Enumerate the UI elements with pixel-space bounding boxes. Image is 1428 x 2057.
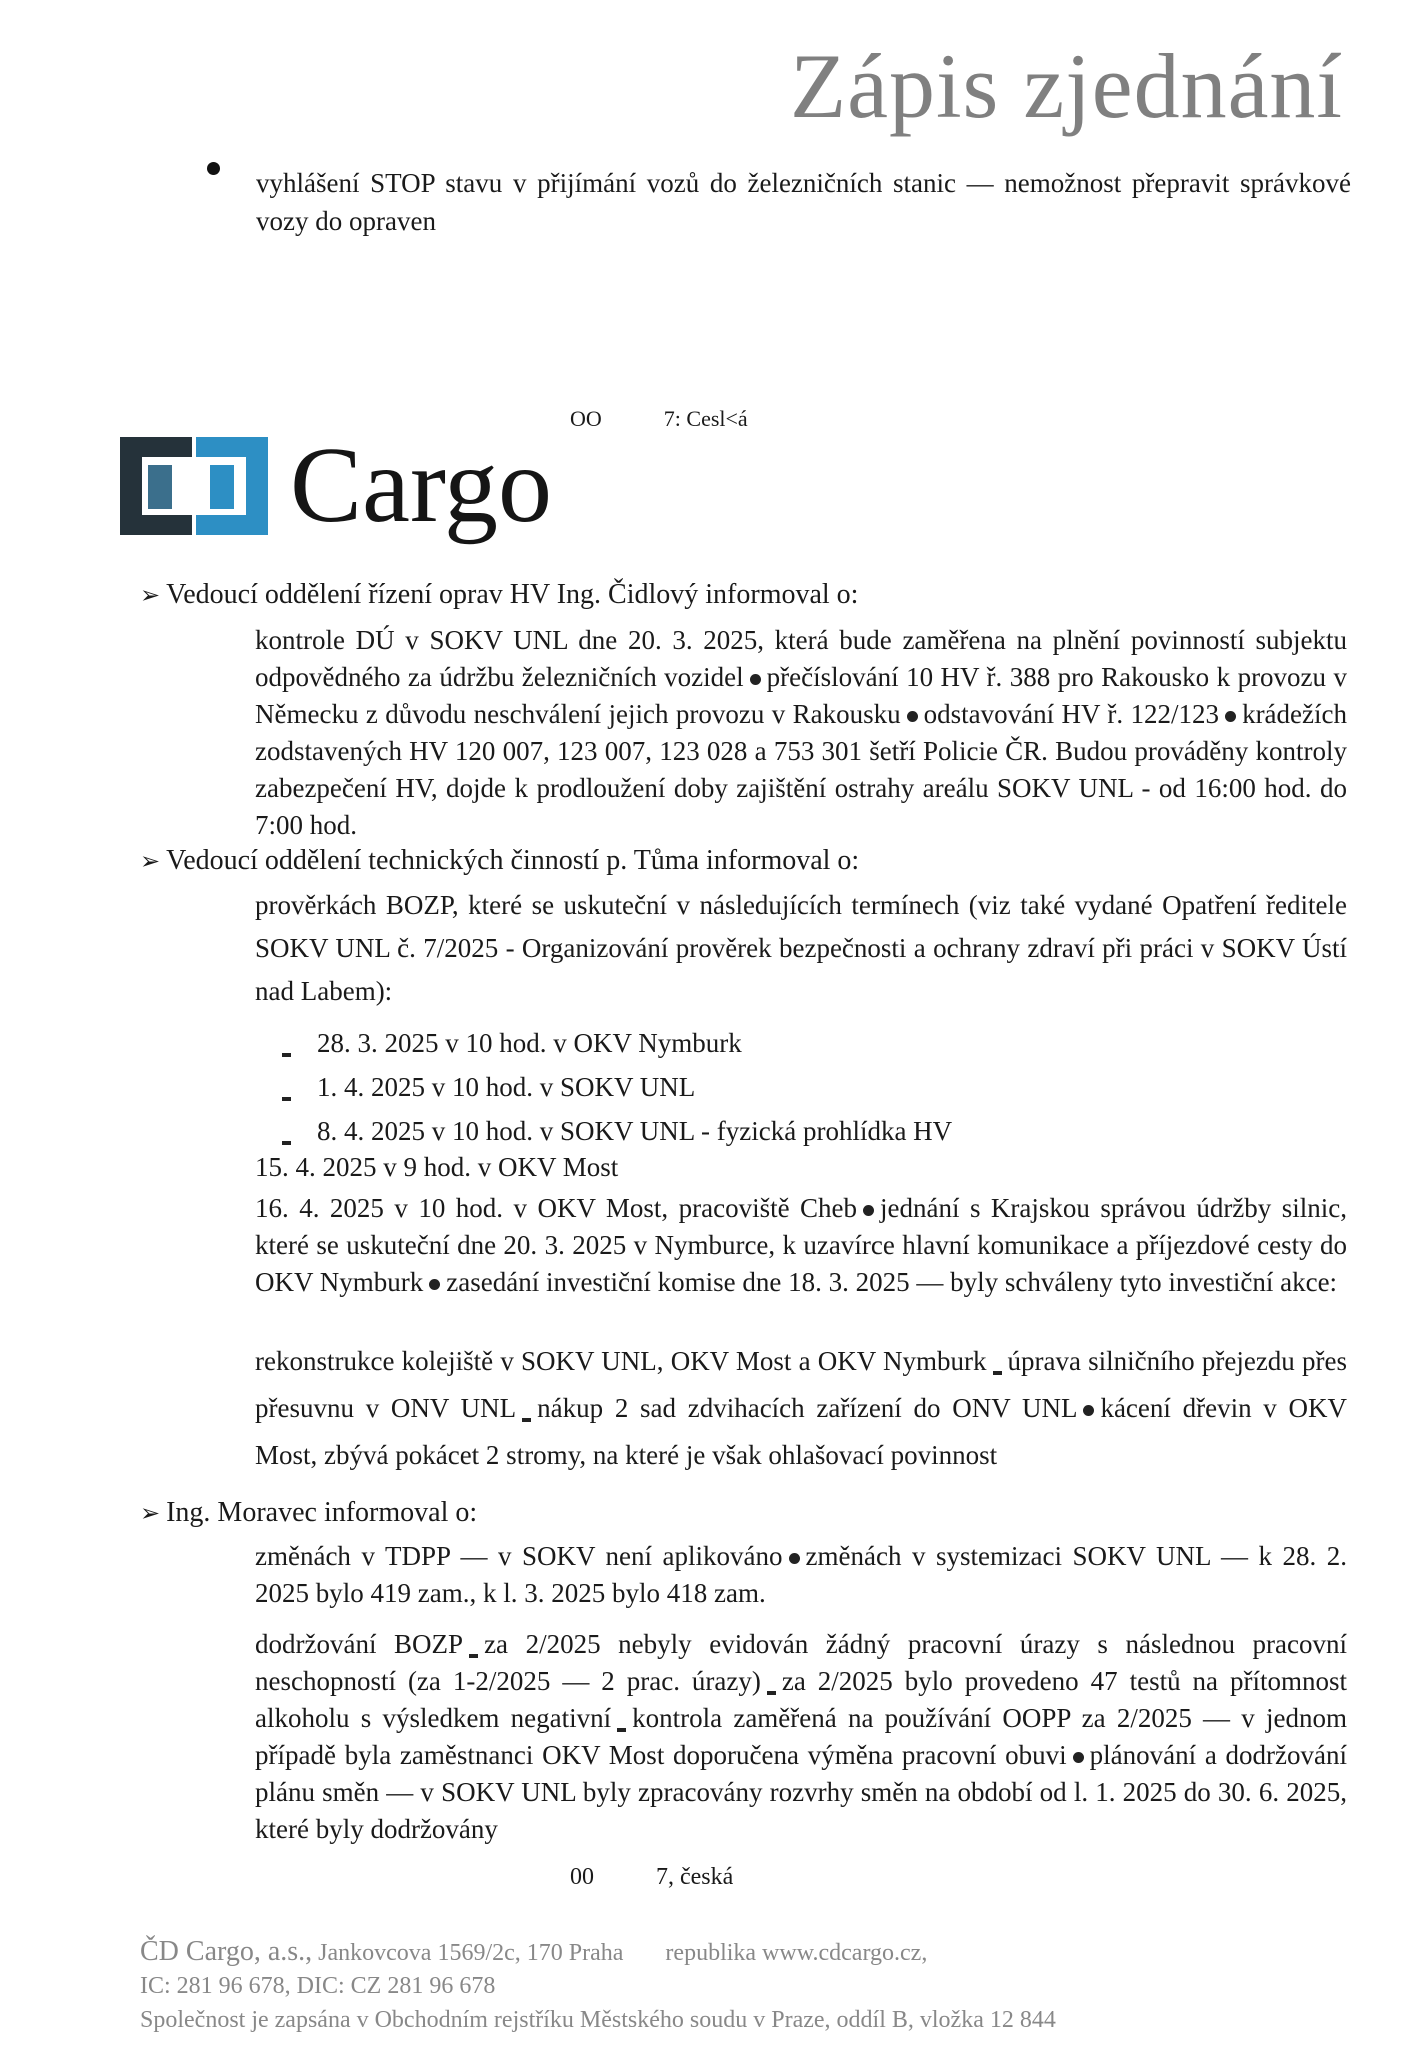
text-segment: úprava silničního přejezdu přes přesuvnu v ONV UNL — [255, 1346, 1347, 1423]
dash-bullet-icon — [767, 1691, 776, 1695]
footer-web: republika www.cdcargo.cz, — [665, 1940, 928, 1966]
text-segment: změnách v TDPP — v SOKV není aplikováno — [255, 1541, 783, 1571]
text-segment: zasedání investiční komise dne 18. 3. 2025 — byly schváleny tyto investiční akce: — [446, 1267, 1338, 1297]
dash-bullet-icon — [282, 1097, 291, 1101]
text-segment: krádežích zodstavených HV 120 007, 123 007, 123 028 a 753 301 šetří Policie ČR. Budou prováděny kontroly zabezpečení HV, dojde k prodloužení doby zajištění ostrahy areálu SOKV UNL - od 16:00 hod. do 7:00 hod. — [255, 699, 1347, 840]
section-heading-repairs — [140, 576, 858, 614]
date-text: 8. 4. 2025 v 10 hod. v SOKV UNL - fyzická prohlídka HV — [317, 1116, 953, 1146]
scan-mark-left: OO — [570, 406, 602, 431]
page-title: Zápis zjednání — [789, 35, 1343, 137]
arrow-bullet-icon: ➢ — [140, 847, 161, 875]
date-list-item — [282, 1112, 952, 1150]
text-segment: změnách v systemizaci SOKV UNL — k 28. 2. 2025 bylo 419 zam., k l. 3. 2025 bylo 418 zam. — [255, 1541, 1348, 1608]
section3-paragraph-1 — [255, 1538, 1347, 1612]
scan-mark-right: 7, česká — [656, 1864, 734, 1890]
text-segment: kontrole DÚ v SOKV UNL dne 20. 3. 2025, která bude zaměřena na plnění povinností subjektu odpovědného za údržbu železničních vozidel — [255, 625, 1347, 692]
text-segment: nákup 2 sad zdvihacích zařízení do ONV UNL — [537, 1393, 1078, 1423]
date-text: 1. 4. 2025 v 10 hod. v SOKV UNL — [317, 1072, 696, 1102]
text-segment: 16. 4. 2025 v 10 hod. v OKV Most, pracoviště Cheb — [255, 1193, 858, 1223]
section-heading-text: Vedoucí oddělení technických činností p. Tůma informoval o: — [166, 845, 860, 876]
investment-paragraph — [255, 1338, 1347, 1479]
text-segment: za 2/2025 nebyly evidován žádný pracovní úrazy s následnou pracovní neschopností (za 1-2/2025 — 2 prac. úrazy) — [255, 1629, 1347, 1696]
cd-logo-icon — [120, 437, 268, 535]
scan-mark-left: 00 — [570, 1864, 594, 1890]
date-list-item — [282, 1068, 695, 1106]
footer-registry: Společnost je zapsána v Obchodním rejstříku Městského soudu v Praze, oddíl B, vložka 12 844 — [140, 2007, 1056, 2033]
bullet-icon — [750, 674, 761, 685]
arrow-bullet-icon: ➢ — [140, 1499, 161, 1527]
dash-bullet-icon — [282, 1053, 291, 1057]
arrow-bullet-icon: ➢ — [140, 581, 161, 609]
scan-marks-top — [570, 406, 810, 432]
bullet-icon — [789, 1553, 800, 1564]
scan-mark-right: 7: Cesl<á — [663, 406, 748, 431]
section3-paragraph-2 — [255, 1626, 1347, 1848]
bullet-icon — [863, 1205, 874, 1216]
text-segment: kontrola zaměřená na používání OOPP za 2/2025 — v jednom případě byla zaměstnanci OKV Most doporučena výměna pracovní obuvi — [255, 1703, 1347, 1770]
footer-ids: IC: 281 96 678, DIC: CZ 281 96 678 — [140, 1973, 496, 1999]
footer-address: Jankovcova 1569/2c, 170 Praha — [318, 1940, 624, 1966]
text-segment: rekonstrukce kolejiště v SOKV UNL, OKV Most a OKV Nymburk — [255, 1346, 987, 1376]
text-segment: kácení dřevin v OKV Most, zbývá pokácet 2 stromy, na které je však ohlašovací povinnost — [255, 1393, 1348, 1470]
date-text: 28. 3. 2025 v 10 hod. v OKV Nymburk — [317, 1028, 742, 1058]
scan-marks-bottom — [570, 1864, 795, 1891]
text-segment: za 2/2025 bylo provedeno 47 testů na přítomnost alkoholu s výsledkem negativní — [255, 1666, 1347, 1733]
logo-wordmark: Cargo — [290, 426, 552, 545]
bullet-icon — [907, 711, 918, 722]
section-heading-moravec — [140, 1494, 477, 1532]
dash-bullet-icon — [993, 1371, 1002, 1375]
text-segment: odstavování HV ř. 122/123 — [923, 699, 1220, 729]
text-segment: jednání s Krajskou správou údržby silnic, které se uskuteční dne 20. 3. 2025 v Nymburce, k uzavírce hlavní komunikace a příjezdové cesty do OKV Nymburk — [255, 1193, 1347, 1297]
section2-paragraph — [255, 1190, 1347, 1301]
dash-bullet-icon — [469, 1654, 478, 1658]
section-heading-text: Ing. Moravec informoval o: — [166, 1497, 478, 1528]
section1-paragraph — [255, 622, 1347, 844]
top-bullet-text: vyhlášení STOP stavu v přijímání vozů do železničních stanic — nemožnost přepravit správkové vozy do opraven — [256, 168, 1351, 236]
bullet-icon — [1225, 711, 1236, 722]
date-list-item — [282, 1024, 742, 1062]
dash-bullet-icon — [617, 1728, 626, 1732]
section2-intro: prověrkách BOZP, které se uskuteční v následujících termínech (viz také vydané Opatření ředitele SOKV UNL č. 7/2025 - Organizování prověrek bezpečnosti a ochrany zdraví při práci v SOKV Ústí nad Labem): — [255, 890, 1347, 1006]
text-segment: plánování a dodržování plánu směn — v SOKV UNL byly zpracovány rozvrhy směn na období od l. 1. 2025 do 30. 6. 2025, které byly dodržovány — [255, 1740, 1347, 1844]
bullet-icon — [1073, 1752, 1084, 1763]
bullet-icon — [1083, 1405, 1094, 1416]
bullet-icon — [429, 1279, 440, 1290]
footer-line-1 — [140, 1936, 927, 1969]
footer-company: ČD Cargo, a.s., — [140, 1936, 313, 1967]
text-segment: dodržování BOZP — [255, 1629, 464, 1659]
date-line: 15. 4. 2025 v 9 hod. v OKV Most — [255, 1152, 619, 1182]
text-segment: přečíslování 10 HV ř. 388 pro Rakousko k provozu v Německu z důvodu neschválení jejich provozu v Rakousku — [255, 662, 1348, 729]
section-heading-technical — [140, 842, 859, 880]
dash-bullet-icon — [522, 1418, 531, 1422]
section-heading-text: Vedoucí oddělení řízení oprav HV Ing. Čidlový informoval o: — [166, 579, 859, 610]
bullet-icon — [207, 162, 220, 175]
dash-bullet-icon — [282, 1141, 291, 1145]
